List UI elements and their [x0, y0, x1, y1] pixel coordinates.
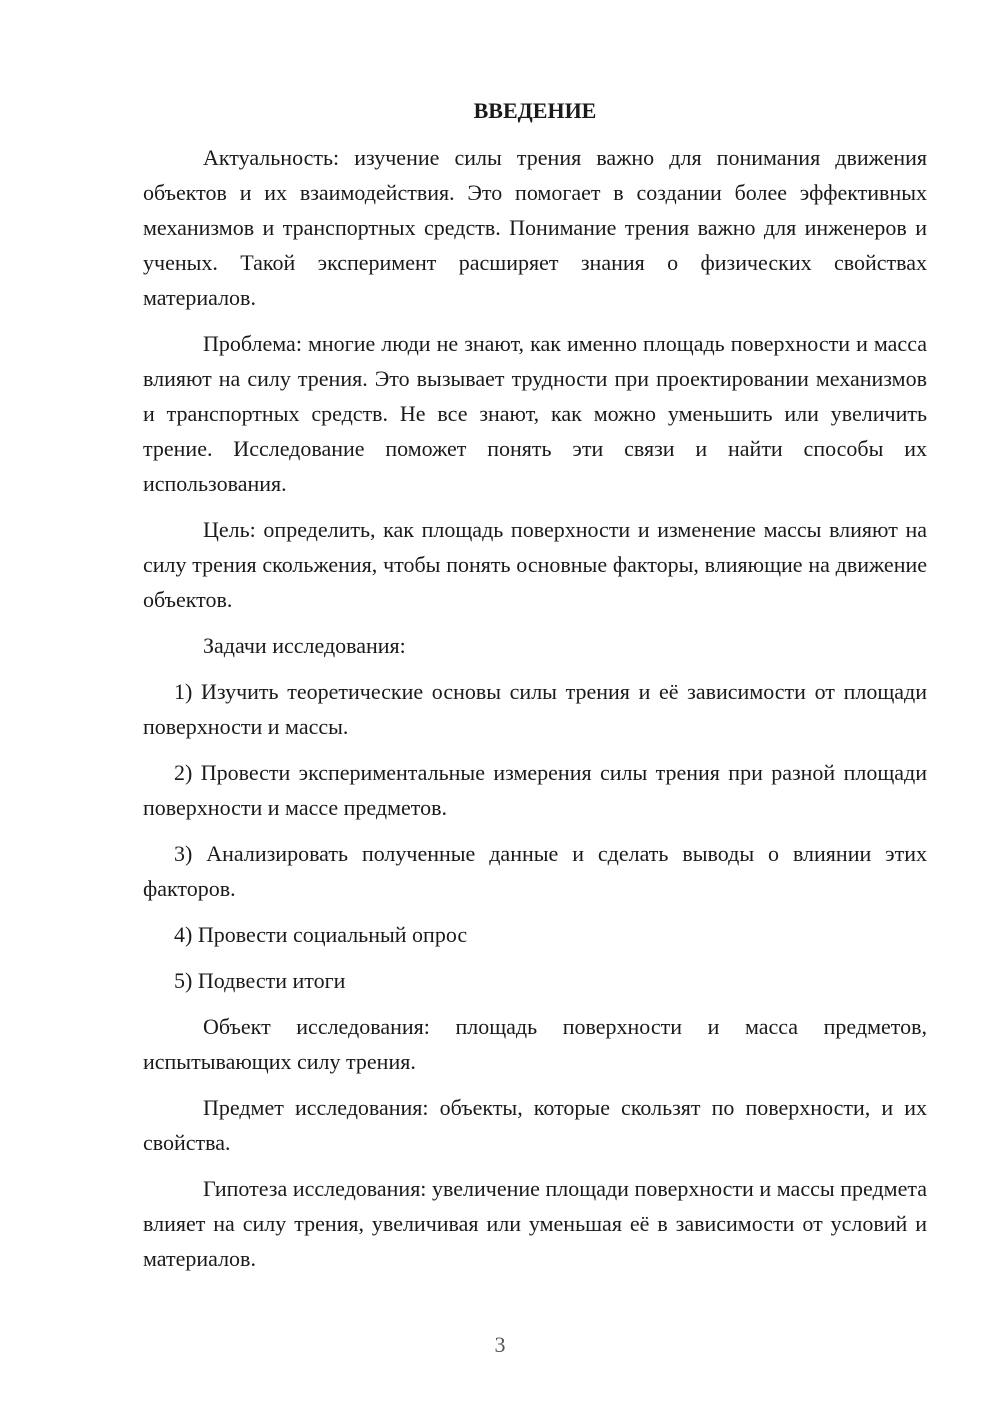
problem-paragraph: Проблема: многие люди не знают, как именно площадь поверхности и масса влияют на силу трения. Это вызывает трудности при проектировании механизмов и транспортных средств. Не все знают, как можно уменьшить или увеличить трение. Исследование поможет понять эти связи и найти способы их использования.	[143, 331, 927, 496]
task-item-3: 3) Анализировать полученные данные и сделать выводы о влиянии этих факторов.	[143, 841, 927, 901]
hypothesis-paragraph: Гипотеза исследования: увеличение площади поверхности и массы предмета влияет на силу трения, увеличивая или уменьшая её в зависимости от условий и материалов.	[143, 1176, 927, 1271]
research-subject-paragraph: Предмет исследования: объекты, которые скользят по поверхности, и их свойства.	[143, 1095, 927, 1155]
task-item-5: 5) Подвести итоги	[174, 968, 346, 993]
goal-paragraph: Цель: определить, как площадь поверхности и изменение массы влияют на силу трения скольжения, чтобы понять основные факторы, влияющие на движение объектов.	[143, 517, 927, 612]
section-title: ВВЕДЕНИЕ	[473, 98, 597, 123]
task-item-2: 2) Провести экспериментальные измерения силы трения при разной площади поверхности и массе предметов.	[143, 760, 927, 820]
task-item-1: 1) Изучить теоретические основы силы трения и её зависимости от площади поверхности и массы.	[143, 679, 927, 739]
tasks-heading: Задачи исследования:	[203, 633, 406, 658]
page-content	[143, 93, 927, 1276]
relevance-paragraph: Актуальность: изучение силы трения важно для понимания движения объектов и их взаимодействия. Это помогает в создании более эффективных механизмов и транспортных средств. Понимание трения важно для инженеров и ученых. Такой эксперимент расширяет знания о физических свойствах материалов.	[143, 145, 927, 310]
research-object-paragraph: Объект исследования: площадь поверхности и масса предметов, испытывающих силу трения.	[143, 1014, 927, 1074]
page-number: 3	[494, 1332, 506, 1357]
task-item-4: 4) Провести социальный опрос	[174, 922, 468, 947]
